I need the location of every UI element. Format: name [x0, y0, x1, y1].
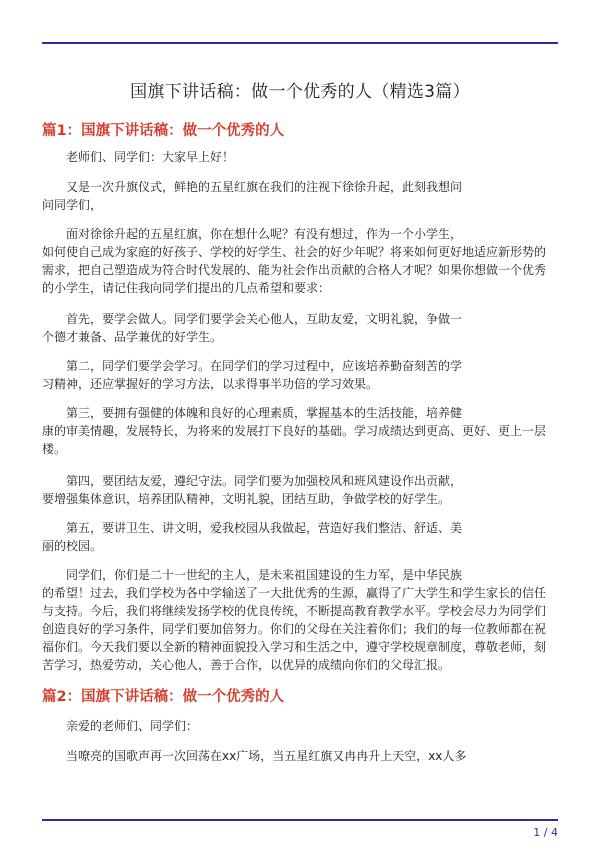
text-line: 首先，要学会做人。同学们要学会关心他人，互助友爱，文明礼貌，争做一 [66, 312, 463, 326]
text-line: 的希望！过去，我们学校为各中学输送了一大批优秀的生源，赢得了广大学生和学生家长的信任 [42, 586, 547, 600]
text-line: 面对徐徐升起的五星红旗，你在想什么呢？有没有想过，作为一个小学生， [66, 227, 463, 241]
text-line: 楼。 [42, 442, 67, 456]
text-line: 同学们，你们是二十一世纪的主人，是未来祖国建设的生力军，是中华民族 [66, 568, 463, 582]
text-line: 又是一次升旗仪式，鲜艳的五星红旗在我们的注视下徐徐升起，此刻我想问 [66, 180, 463, 194]
text-line: 与支持。今后，我们将继续发扬学校的优良传统，不断提高教育教学水平。学校会尽力为同学们 [42, 604, 547, 618]
text-line: 第五，要讲卫生、讲文明，爱我校园从我做起，营造好我们整洁、舒适、美 [66, 521, 463, 535]
footer-rule [42, 819, 558, 821]
text-line: 要增强集体意识，培养团队精神，文明礼貌，团结互助，争做学校的好学生。 [42, 492, 451, 506]
text-line: 需求，把自己塑造成为符合时代发展的、能为社会作出贡献的合格人才呢？如果你想做一个优秀 [42, 263, 547, 277]
text-line: 当嘹亮的国歌声再一次回荡在xx广场，当五星红旗又冉冉升上天空，xx人多 [66, 749, 467, 763]
page-number: 1 / 4 [533, 826, 558, 839]
paragraph [42, 566, 562, 674]
text-line: 第四，要团结友爱，遵纪守法。同学们要为加强校风和班风建设作出贡献， [66, 474, 463, 488]
text-line: 问同学们， [42, 198, 103, 212]
paragraph [42, 310, 562, 346]
paragraph [42, 357, 562, 393]
text-line: 个德才兼备、品学兼优的好学生。 [42, 330, 223, 344]
text-line: 的小学生，请记住我向同学们提出的几点希望和要求： [42, 281, 331, 295]
paragraph [42, 717, 562, 735]
paragraph [42, 472, 562, 508]
text-line: 丽的校园。 [42, 539, 103, 553]
text-line: 第二，同学们要学会学习。在同学们的学习过程中，应该培养勤奋刻苦的学 [66, 359, 463, 373]
paragraph [42, 225, 562, 297]
text-line: 习精神，还应掌握好的学习方法，以求得事半功倍的学习效果。 [42, 377, 379, 391]
paragraph [42, 519, 562, 555]
text-line: 第三，要拥有强健的体魄和良好的心理素质，掌握基本的生活技能，培养健 [66, 406, 463, 420]
paragraph [42, 404, 562, 458]
section-1-heading: 篇1：国旗下讲话稿：做一个优秀的人 [42, 123, 285, 139]
text-line: 康的审美情趣，发展特长，为将来的发展打下良好的基础。学习成绩达到更高、更好、更上一层 [42, 424, 547, 438]
text-line: 创造良好的学习条件，同学们要加倍努力。你们的父母在关注着你们；我们的每一位教师都在祝 [42, 622, 547, 636]
paragraph [42, 747, 562, 765]
paragraph [42, 178, 562, 214]
section-2-heading: 篇2：国旗下讲话稿：做一个优秀的人 [42, 689, 285, 705]
header-rule [42, 42, 558, 44]
document-title: 国旗下讲话稿：做一个优秀的人（精选3篇） [130, 82, 470, 102]
text-line: 福你们。今天我们要以全新的精神面貌投入学习和生活之中，遵守学校规章制度，尊敬老师，刻 [42, 640, 547, 654]
text-line: 亲爱的老师们、同学们： [66, 719, 199, 733]
paragraph [42, 148, 562, 166]
text-line: 苦学习，热爱劳动，关心他人，善于合作，以优异的成绩向你们的父母汇报。 [42, 658, 451, 672]
text-line: 老师们、同学们：大家早上好！ [66, 150, 235, 164]
text-line: 如何使自己成为家庭的好孩子、学校的好学生、社会的好少年呢？将来如何更好地适应新形势的 [42, 245, 547, 259]
